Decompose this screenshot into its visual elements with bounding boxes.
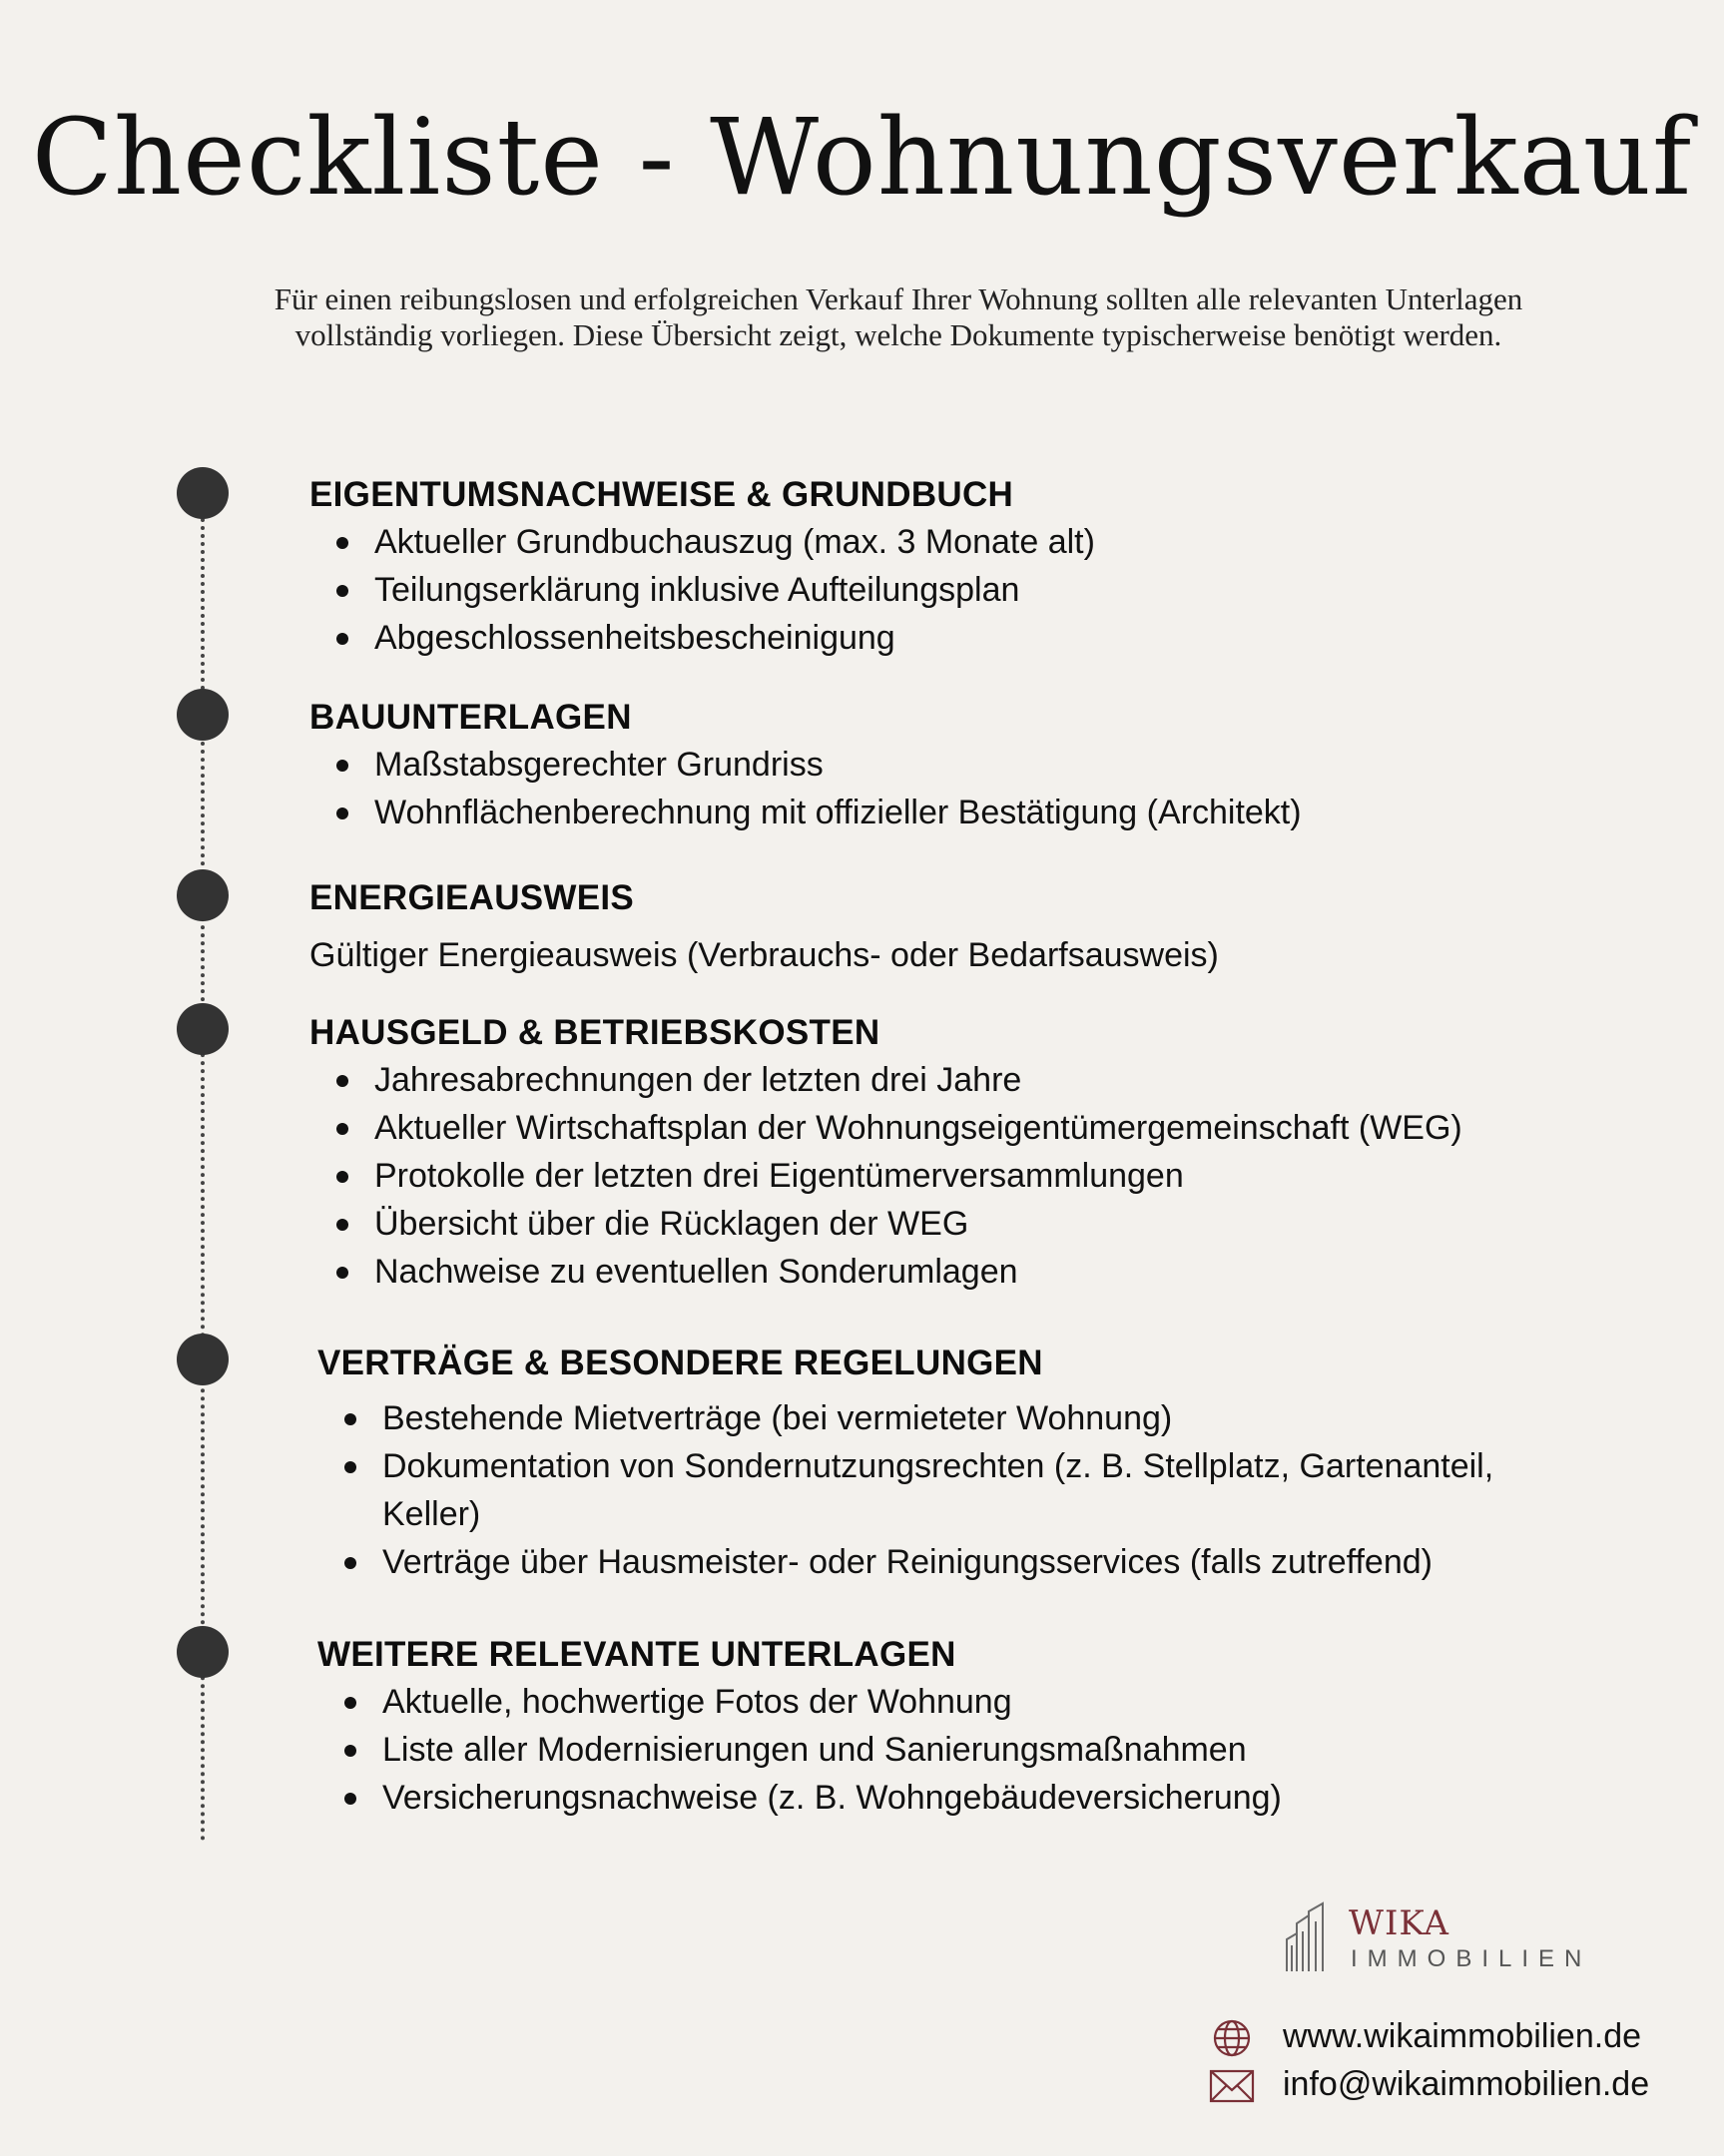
list-item: Verträge über Hausmeister- oder Reinigungsservices (falls zutreffend) xyxy=(317,1538,1575,1586)
intro-text: Für einen reibungslosen und erfolgreichen Verkauf Ihrer Wohnung sollten alle relevanten Unterlagen vollständig vorliegen. Diese Übersicht zeigt, welche Dokumente typischerweise benötigt werden. xyxy=(274,281,1523,352)
section-text: Gültiger Energieausweis (Verbrauchs- oder Bedarfsausweis) xyxy=(309,936,1219,974)
section-ownership xyxy=(309,472,1095,662)
section-heading: EIGENTUMSNACHWEISE & GRUNDBUCH xyxy=(309,475,1014,514)
page-title: Checkliste - Wohnungsverkauf xyxy=(31,96,1693,219)
item-list xyxy=(317,1678,1282,1822)
item-list xyxy=(309,741,1302,836)
envelope-icon xyxy=(1208,2066,1256,2106)
section-heading: VERTRÄGE & BESONDERE REGELUNGEN xyxy=(317,1344,1043,1382)
list-item: Wohnflächenberechnung mit offizieller Bestätigung (Architekt) xyxy=(309,789,1302,836)
globe-icon xyxy=(1208,2018,1256,2058)
section-heading: BAUUNTERLAGEN xyxy=(309,698,632,737)
logo-wordmark: WIKA xyxy=(1349,1903,1449,1943)
list-item: Bestehende Mietverträge (bei vermieteter Wohnung) xyxy=(317,1394,1575,1442)
timeline-dot xyxy=(177,467,229,519)
list-item: Aktueller Grundbuchauszug (max. 3 Monate alt) xyxy=(309,518,1095,566)
list-item: Aktueller Wirtschaftsplan der Wohnungseigentümergemeinschaft (WEG) xyxy=(309,1104,1462,1152)
list-item: Übersicht über die Rücklagen der WEG xyxy=(309,1200,1462,1248)
timeline-dot xyxy=(177,869,229,921)
section-heading: WEITERE RELEVANTE UNTERLAGEN xyxy=(317,1635,956,1674)
list-item: Teilungserklärung inklusive Aufteilungsplan xyxy=(309,566,1095,614)
item-list xyxy=(309,1056,1462,1296)
email-link[interactable]: info@wikaimmobilien.de xyxy=(1283,2065,1650,2103)
list-item: Jahresabrechnungen der letzten drei Jahre xyxy=(309,1056,1462,1104)
item-list xyxy=(309,518,1095,662)
timeline-dot xyxy=(177,1334,229,1385)
list-item: Abgeschlossenheitsbescheinigung xyxy=(309,614,1095,662)
list-item: Maßstabsgerechter Grundriss xyxy=(309,741,1302,789)
section-energy xyxy=(309,875,1219,979)
list-item: Protokolle der letzten drei Eigentümerversammlungen xyxy=(309,1152,1462,1200)
building-logo-icon xyxy=(1283,1901,1343,1977)
timeline-dot xyxy=(177,1626,229,1678)
section-heading: HAUSGELD & BETRIEBSKOSTEN xyxy=(309,1013,880,1052)
item-list xyxy=(317,1394,1575,1586)
list-item: Nachweise zu eventuellen Sonderumlagen xyxy=(309,1248,1462,1296)
timeline-dot xyxy=(177,1003,229,1055)
section-contracts xyxy=(317,1341,1575,1586)
website-link[interactable]: www.wikaimmobilien.de xyxy=(1283,2017,1642,2055)
list-item: Aktuelle, hochwertige Fotos der Wohnung xyxy=(317,1678,1282,1726)
timeline-dot xyxy=(177,689,229,741)
section-building-docs xyxy=(309,695,1302,836)
logo-subtitle: IMMOBILIEN xyxy=(1351,1945,1592,1972)
list-item: Liste aller Modernisierungen und Sanierungsmaßnahmen xyxy=(317,1726,1282,1774)
wika-logo xyxy=(1283,1901,1612,1981)
list-item: Dokumentation von Sondernutzungsrechten (z. B. Stellplatz, Gartenanteil, Keller) xyxy=(317,1442,1530,1538)
section-heading: ENERGIEAUSWEIS xyxy=(309,878,635,917)
list-item: Versicherungsnachweise (z. B. Wohngebäudeversicherung) xyxy=(317,1774,1282,1822)
section-other-docs xyxy=(317,1632,1282,1822)
section-costs xyxy=(309,1010,1462,1296)
